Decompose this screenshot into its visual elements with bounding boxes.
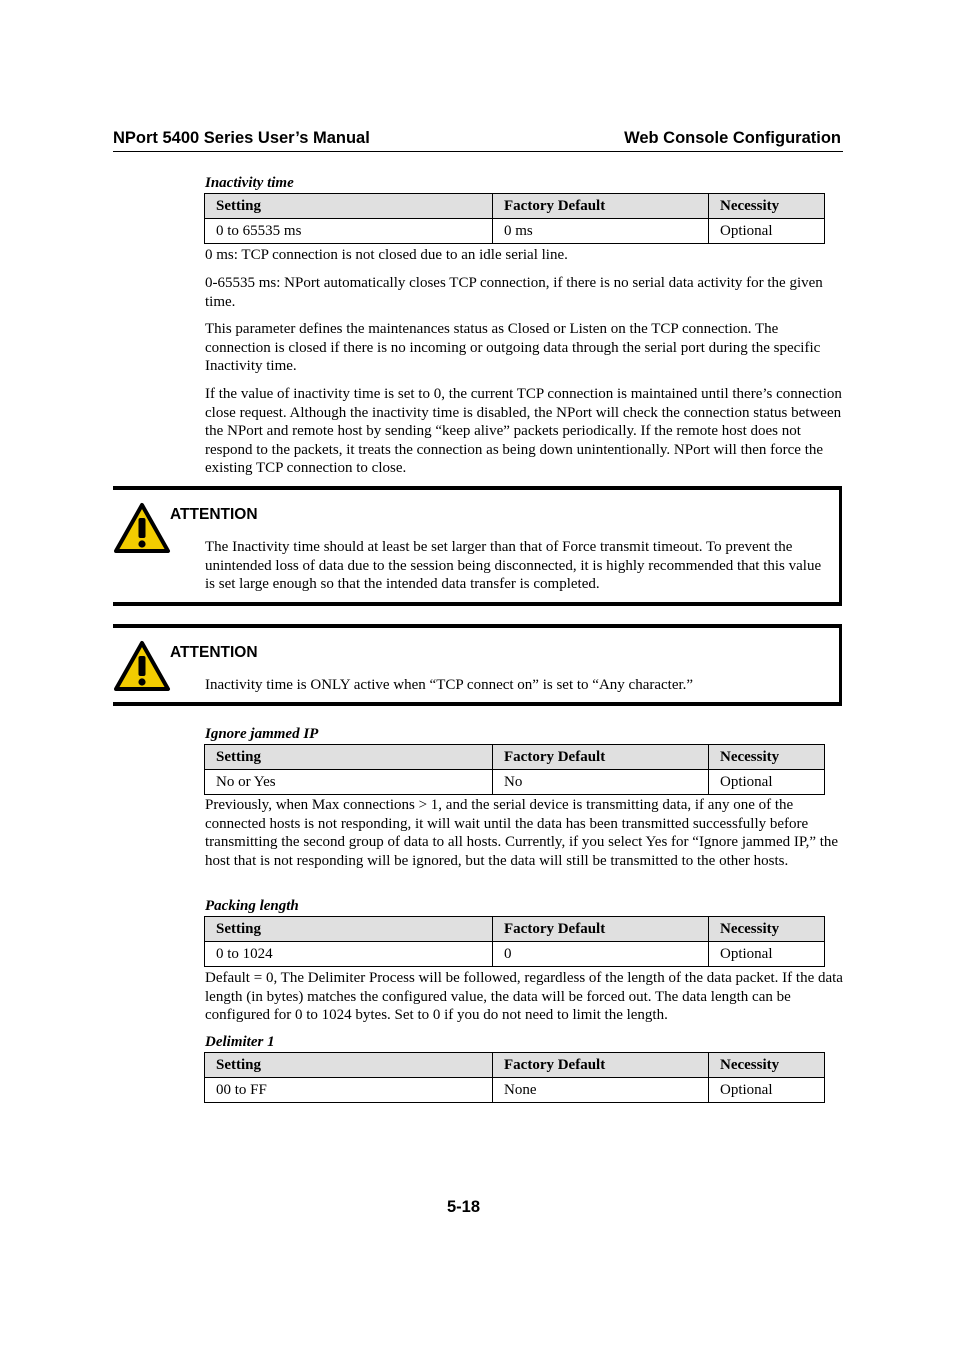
table-row	[205, 942, 825, 967]
attention-body: Inactivity time is ONLY active when “TCP connect on” is set to “Any character.”	[205, 677, 694, 693]
delimiter-1-title: Delimiter 1	[205, 1034, 275, 1050]
table-row	[205, 219, 825, 244]
default-cell: None	[493, 1078, 709, 1103]
warning-icon	[113, 640, 171, 692]
column-setting: Setting	[205, 1053, 493, 1078]
column-necessity: Necessity	[709, 1053, 825, 1078]
paragraph: 0 ms: TCP connection is not closed due to an idle serial line.	[205, 247, 568, 263]
necessity-cell: Optional	[709, 770, 825, 795]
column-setting: Setting	[205, 745, 493, 770]
inactivity-time-title: Inactivity time	[205, 175, 294, 191]
table-header-row	[205, 917, 825, 942]
column-factory-default: Factory Default	[493, 917, 709, 942]
necessity-cell: Optional	[709, 1078, 825, 1103]
attention-body: The Inactivity time should at least be set larger than that of Force transmit timeout. To prevent the unintended loss of data due to the session being disconnected, it is highly recommended that this value is set large enough so that the intended data transfer is completed.	[205, 539, 822, 593]
default-cell: 0 ms	[493, 219, 709, 244]
setting-cell: 0 to 65535 ms	[205, 219, 493, 244]
attention-box	[113, 624, 842, 706]
table-header-row	[205, 1053, 825, 1078]
setting-cell: 0 to 1024	[205, 942, 493, 967]
table-header-row	[205, 745, 825, 770]
column-factory-default: Factory Default	[493, 745, 709, 770]
page-number: 5-18	[446, 1198, 481, 1216]
table-header-row	[205, 194, 825, 219]
chapter-title: Web Console Configuration	[624, 129, 841, 147]
column-factory-default: Factory Default	[493, 194, 709, 219]
default-cell: 0	[493, 942, 709, 967]
column-setting: Setting	[205, 194, 493, 219]
paragraph: Previously, when Max connections > 1, and the serial device is transmitting data, if any one of the connected hosts is not responding, it will wait until the data has been transmitted successfully before transmitting the second group of data to all hosts. Currently, if you select Yes for “Ignore jammed IP,” the host that is not responding will be ignored, but the data will still be transmitted to the other hosts.	[205, 797, 839, 869]
column-factory-default: Factory Default	[493, 1053, 709, 1078]
warning-icon	[113, 502, 171, 554]
setting-cell: 00 to FF	[205, 1078, 493, 1103]
ignore-jammed-ip-table	[204, 744, 825, 795]
packing-length-title: Packing length	[205, 898, 299, 914]
default-cell: No	[493, 770, 709, 795]
table-row	[205, 770, 825, 795]
table-row	[205, 1078, 825, 1103]
column-necessity: Necessity	[709, 917, 825, 942]
paragraph: 0-65535 ms: NPort automatically closes TCP connection, if there is no serial data activity for the given time.	[205, 275, 823, 310]
attention-title: ATTENTION	[170, 506, 258, 523]
column-setting: Setting	[205, 917, 493, 942]
paragraph: If the value of inactivity time is set to 0, the current TCP connection is maintained until there’s connection close request. Although the inactivity time is disabled, the NPort will check the connection status between the NPort and remote host by sending “keep alive” packets periodically. If the remote host does not respond to the packets, it treats the connection as being down unintentionally. NPort will then force the existing TCP connection to close.	[205, 386, 842, 477]
paragraph: Default = 0, The Delimiter Process will be followed, regardless of the length of the data packet. If the data length (in bytes) matches the configured value, the data will be forced out. The data length can be configured for 0 to 1024 bytes. Set to 0 if you do not need to limit the length.	[205, 970, 843, 1024]
attention-title: ATTENTION	[170, 644, 258, 661]
page-header	[113, 129, 843, 152]
ignore-jammed-ip-title: Ignore jammed IP	[205, 726, 319, 742]
packing-length-table	[204, 916, 825, 967]
necessity-cell: Optional	[709, 219, 825, 244]
manual-title: NPort 5400 Series User’s Manual	[113, 129, 370, 147]
column-necessity: Necessity	[709, 194, 825, 219]
setting-cell: No or Yes	[205, 770, 493, 795]
attention-box	[113, 486, 842, 606]
column-necessity: Necessity	[709, 745, 825, 770]
delimiter-1-table	[204, 1052, 825, 1103]
paragraph: This parameter defines the maintenances status as Closed or Listen on the TCP connection. The connection is closed if there is no incoming or outgoing data through the serial port during the specific Inactivity time.	[205, 321, 821, 375]
necessity-cell: Optional	[709, 942, 825, 967]
inactivity-time-table	[204, 193, 825, 244]
